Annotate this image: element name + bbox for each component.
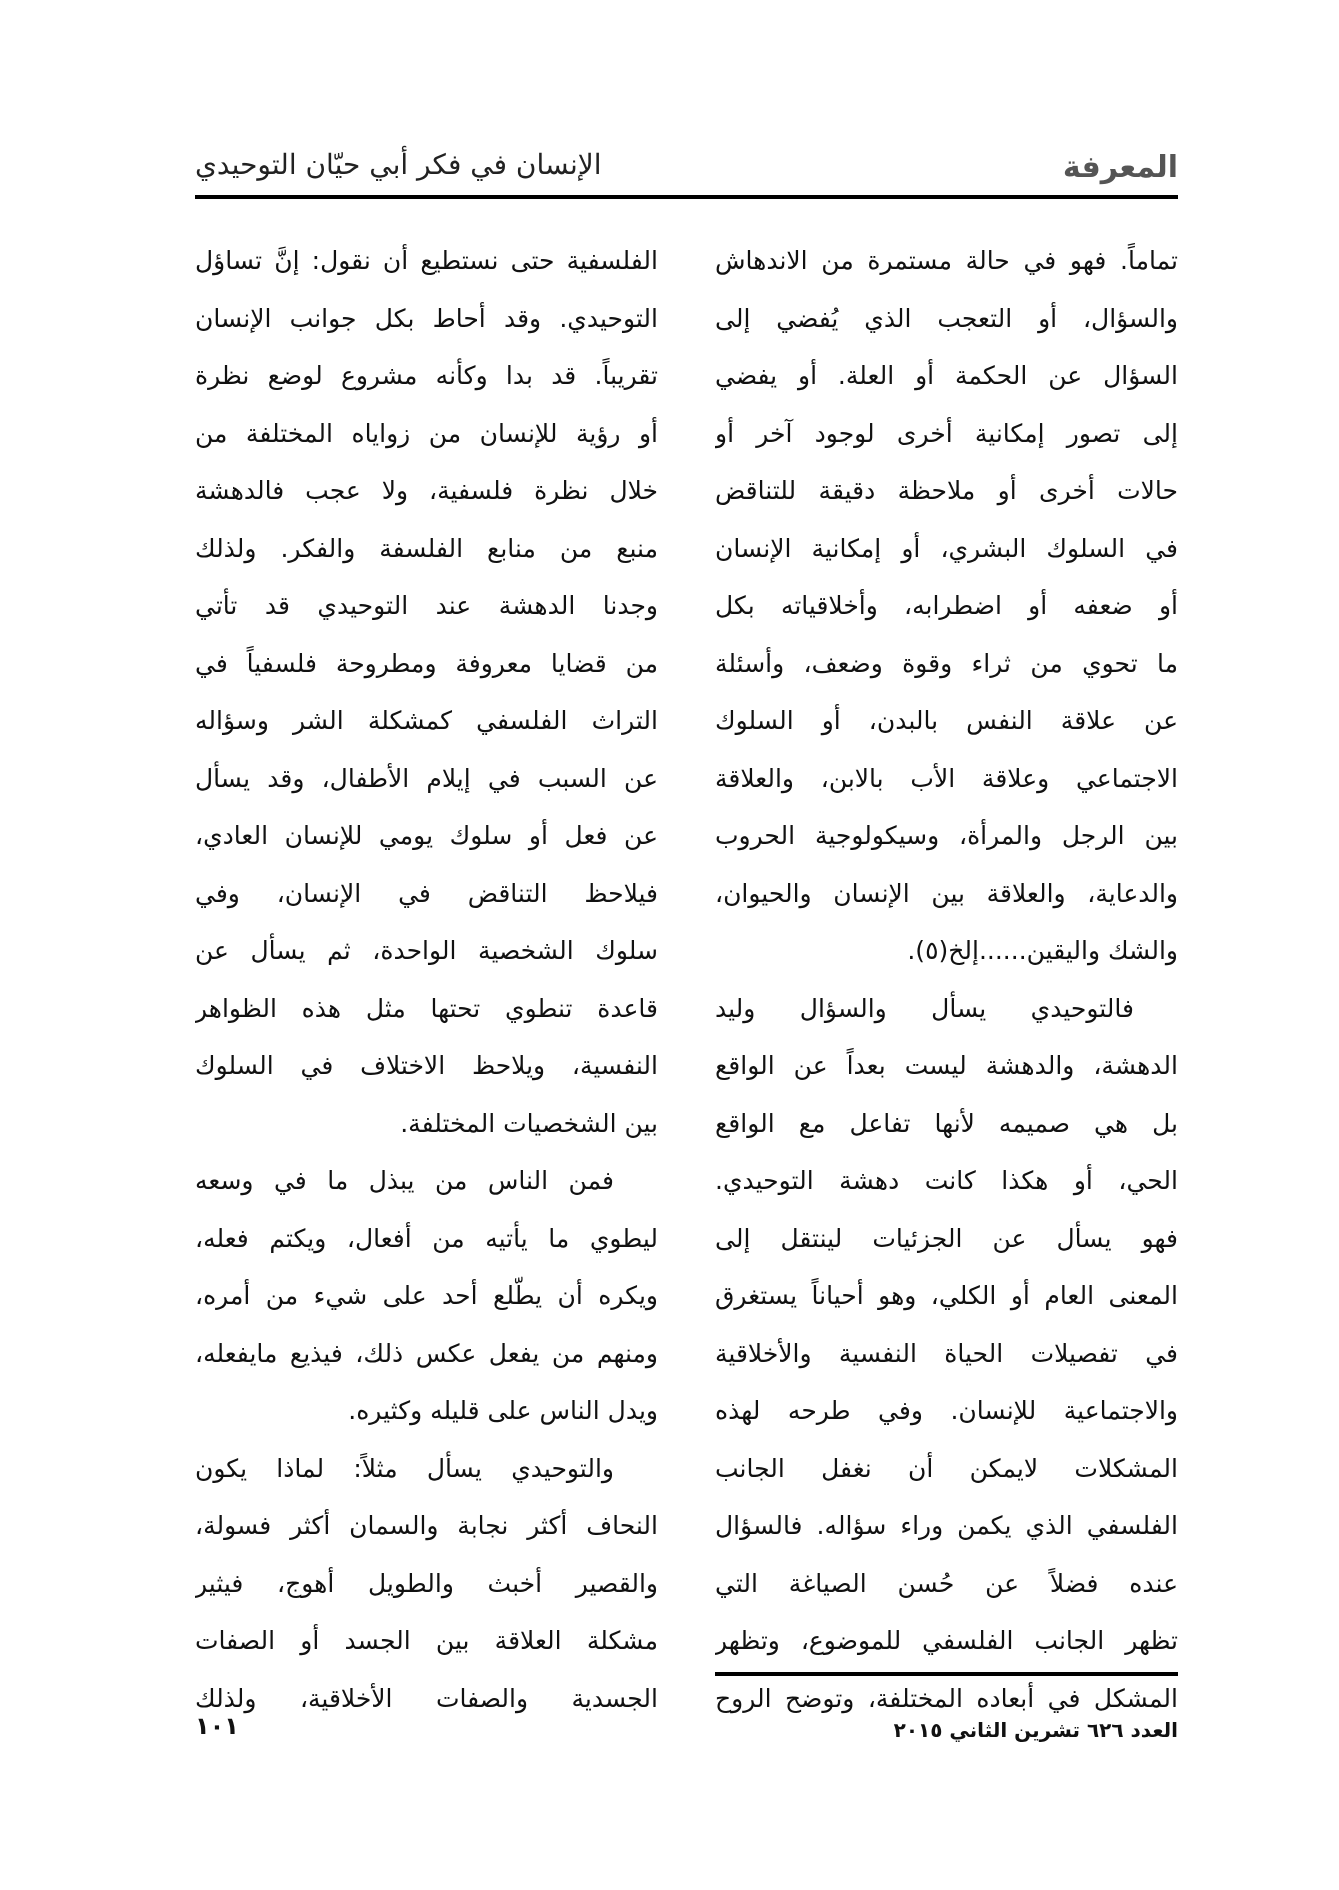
text-line: مشكلة العلاقة بين الجسد أو الصفات: [195, 1626, 658, 1655]
text-line: الفلسفي الذي يكمن وراء سؤاله. فالسؤال: [715, 1511, 1178, 1540]
text-line: والدعاية، والعلاقة بين الإنسان والحيوان،: [715, 878, 1178, 908]
text-line: فيلاحظ التناقض في الإنسان، وفي: [195, 878, 658, 908]
text-line: والشك واليقين......إلخ(٥).: [907, 936, 1178, 965]
text-line: والسؤال، أو التعجب الذي يُفضي إلى: [715, 303, 1178, 333]
text-line: تقريباً. قد بدا وكأنه مشروع لوضع نظرة: [195, 361, 658, 390]
text-line: خلال نظرة فلسفية، ولا عجب فالدهشة: [195, 476, 658, 505]
text-line: الاجتماعي وعلاقة الأب بالابن، والعلاقة: [715, 763, 1178, 793]
text-line: تظهر الجانب الفلسفي للموضوع، وتظهر: [715, 1626, 1178, 1655]
text-line: أو ضعفه أو اضطرابه، وأخلاقياته بكل: [715, 591, 1178, 620]
text-line: ليطوي ما يأتيه من أفعال، ويكتم فعله،: [195, 1223, 658, 1253]
text-line: النفسية، ويلاحظ الاختلاف في السلوك: [195, 1051, 658, 1080]
text-line: والتوحيدي يسأل مثلاً: لماذا يكون: [195, 1453, 614, 1483]
text-line: النحاف أكثر نجابة والسمان أكثر فسولة،: [195, 1511, 658, 1540]
right-column: [715, 232, 1178, 1727]
text-line: ومنهم من يفعل عكس ذلك، فيذيع مايفعله،: [195, 1338, 658, 1368]
text-line: فالتوحيدي يسأل والسؤال وليد: [715, 993, 1134, 1023]
text-line: ويكره أن يطّلع أحد على شيء من أمره،: [195, 1281, 658, 1310]
magazine-logo: المعرفة: [1062, 150, 1178, 185]
text-line: المشكلات لايمكن أن نغفل الجانب: [715, 1453, 1178, 1483]
text-line: وجدنا الدهشة عند التوحيدي قد تأتي: [195, 591, 658, 620]
left-column: [195, 232, 658, 1727]
text-line: أو رؤية للإنسان من زواياه المختلفة من: [195, 418, 658, 448]
text-line: من قضايا معروفة ومطروحة فلسفياً في: [195, 648, 658, 678]
text-line: ويدل الناس على قليله وكثيره.: [348, 1396, 658, 1425]
text-line: والقصير أخبث والطويل أهوج، فيثير: [195, 1568, 658, 1598]
text-line: الجسدية والصفات الأخلاقية، ولذلك: [195, 1683, 658, 1713]
text-line: الحي، أو هكذا كانت دهشة التوحيدي.: [715, 1166, 1178, 1195]
text-line: المعنى العام أو الكلي، وهو أحياناً يستغرق: [715, 1281, 1178, 1310]
page-number: ١٠١: [195, 1712, 239, 1740]
text-line: التراث الفلسفي كمشكلة الشر وسؤاله: [195, 706, 658, 735]
text-line: بين الشخصيات المختلفة.: [400, 1108, 658, 1138]
column-bottom-rule: [715, 1672, 1178, 1676]
text-line: تماماً. فهو في حالة مستمرة من الاندهاش: [715, 246, 1178, 275]
text-line: عن السبب في إيلام الأطفال، وقد يسأل: [195, 763, 658, 793]
header-rule: [195, 195, 1178, 199]
text-line: والاجتماعية للإنسان. وفي طرحه لهذه: [715, 1396, 1178, 1425]
page-header: [195, 148, 1178, 188]
text-line: فمن الناس من يبذل ما في وسعه: [195, 1166, 614, 1195]
text-line: في تفصيلات الحياة النفسية والأخلاقية: [715, 1338, 1178, 1368]
text-line: السؤال عن الحكمة أو العلة. أو يفضي: [715, 361, 1178, 390]
text-line: إلى تصور إمكانية أخرى لوجود آخر أو: [715, 418, 1178, 448]
text-line: بل هي صميمه لأنها تفاعل مع الواقع: [715, 1108, 1178, 1138]
text-line: فهو يسأل عن الجزئيات لينتقل إلى: [715, 1223, 1178, 1253]
text-line: حالات أخرى أو ملاحظة دقيقة للتناقض: [715, 476, 1178, 505]
text-line: ما تحوي من ثراء وقوة وضعف، وأسئلة: [715, 648, 1178, 678]
text-line: في السلوك البشري، أو إمكانية الإنسان: [715, 533, 1178, 563]
issue-info: العدد ٦٢٦ تشرين الثاني ٢٠١٥: [893, 1718, 1178, 1742]
text-line: عن فعل أو سلوك يومي للإنسان العادي،: [195, 821, 658, 850]
text-line: عن علاقة النفس بالبدن، أو السلوك: [715, 706, 1178, 735]
text-line: بين الرجل والمرأة، وسيكولوجية الحروب: [715, 821, 1178, 850]
text-line: سلوك الشخصية الواحدة، ثم يسأل عن: [195, 936, 658, 965]
running-title: الإنسان في فكر أبي حيّان التوحيدي: [195, 148, 602, 181]
text-line: المشكل في أبعاده المختلفة، وتوضح الروح: [715, 1683, 1178, 1713]
text-line: التوحيدي. وقد أحاط بكل جوانب الإنسان: [195, 303, 658, 333]
text-line: عنده فضلاً عن حُسن الصياغة التي: [715, 1568, 1178, 1598]
text-line: الفلسفية حتى نستطيع أن نقول: إنَّ تساؤل: [195, 246, 658, 275]
text-line: منبع من منابع الفلسفة والفكر. ولذلك: [195, 533, 658, 563]
text-line: الدهشة، والدهشة ليست بعداً عن الواقع: [715, 1051, 1178, 1080]
text-line: قاعدة تنطوي تحتها مثل هذه الظواهر: [195, 993, 658, 1023]
